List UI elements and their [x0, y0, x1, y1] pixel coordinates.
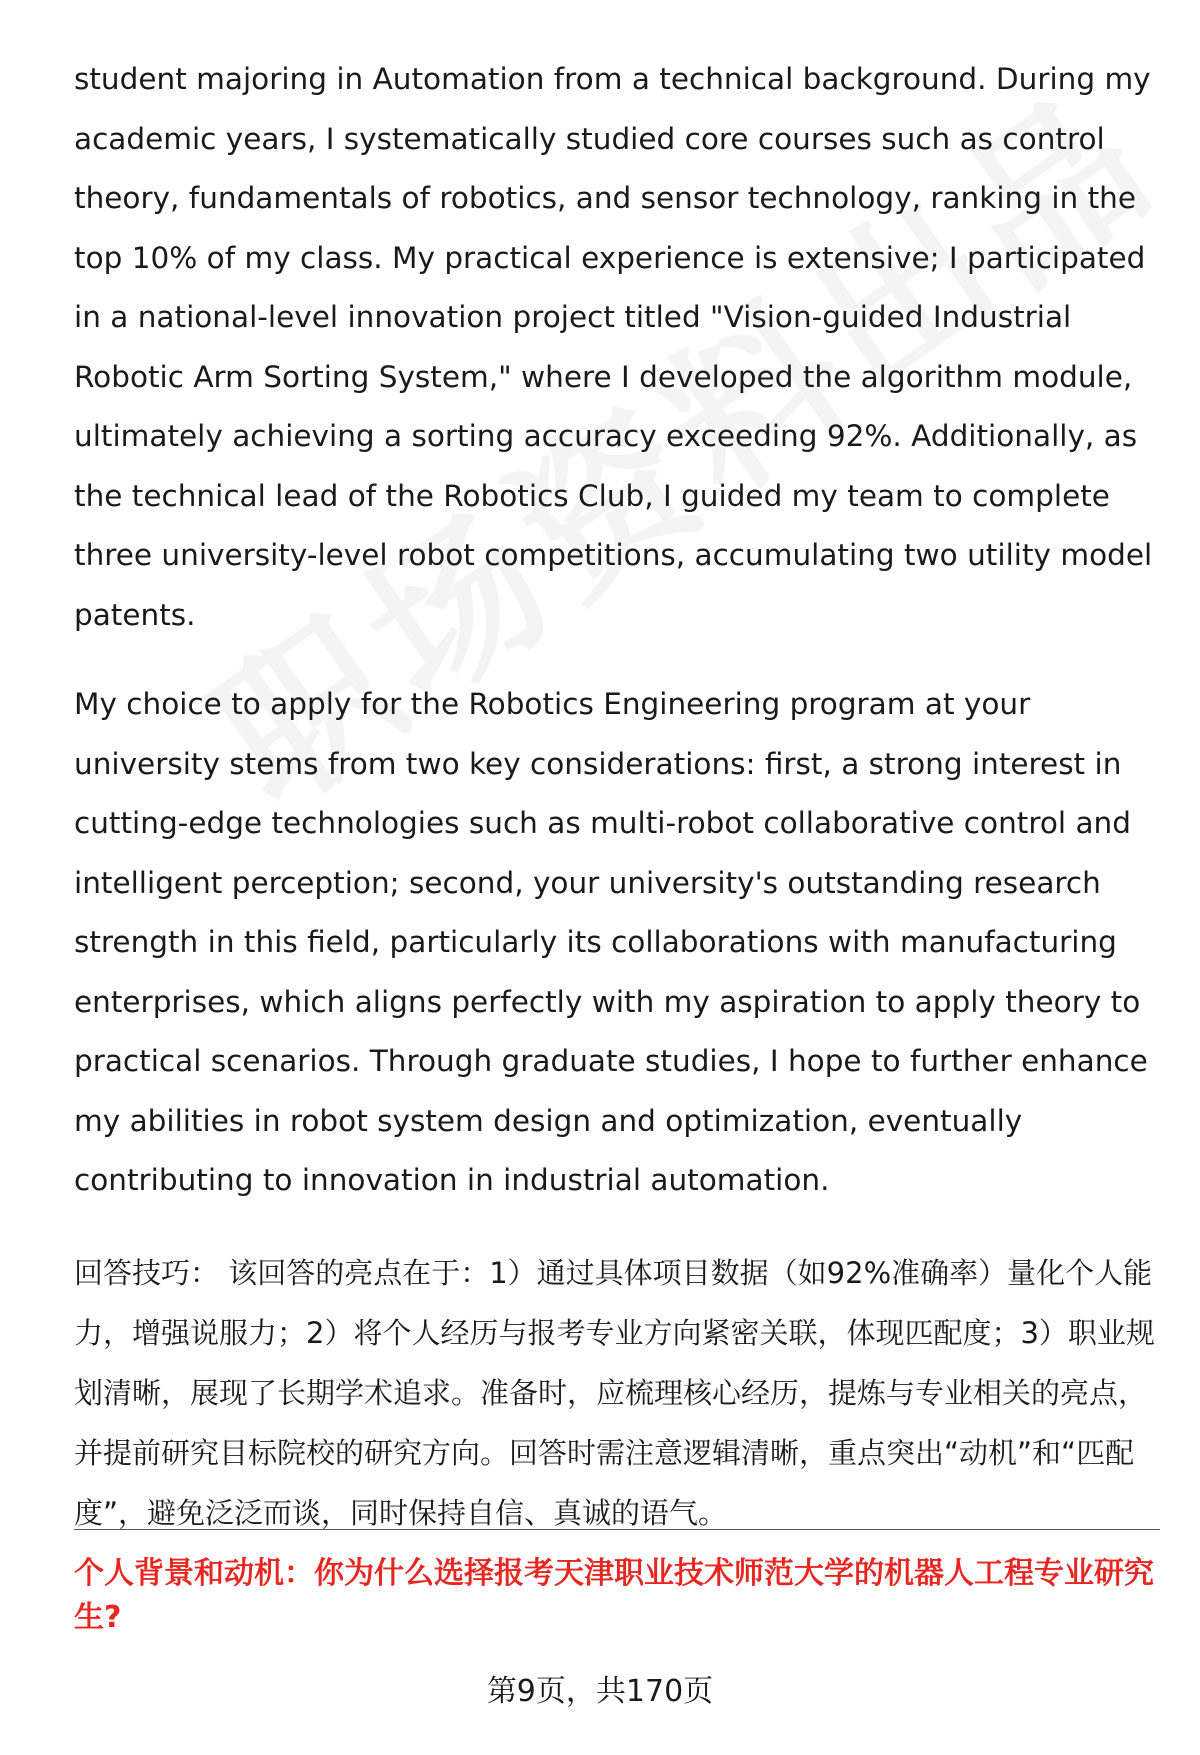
- question-heading: 个人背景和动机：你为什么选择报考天津职业技术师范大学的机器人工程专业研究生?: [74, 1556, 1154, 1635]
- section-divider: [74, 1529, 1160, 1530]
- answer-tips: 回答技巧： 该回答的亮点在于：1）通过具体项目数据（如92%准确率）量化个人能力，增强说服力；2）将个人经历与报考专业方向紧密关联，体现匹配度；3）职业规划清晰，展现了长期学术追求。准备时，应梳理核心经历，提炼与专业相关的亮点，并提前研究目标院校的研究方向。回答时需注意逻辑清晰，重点突出“动机”和“匹配度”，避免泛泛而谈，同时保持自信、真诚的语气。: [74, 1255, 1155, 1530]
- document-body: [74, 50, 1160, 1543]
- page-number: 第9页，共170页: [486, 1674, 714, 1709]
- body-paragraph-2: My choice to apply for the Robotics Engineering program at your university stems from two key considerations: first, a strong interest in cutting-edge technologies such as multi-robot collaborative control and intelligent perception; second, your university's outstanding research strength in this field, particularly its collaborations with manufacturing enterprises, which aligns perfectly with my aspiration to apply theory to practical scenarios. Through graduate studies, I hope to further enhance my abilities in robot system design and optimization, eventually contributing to innovation in industrial automation.: [74, 687, 1148, 1197]
- body-paragraph-1: student majoring in Automation from a technical background. During my academic years, I systematically studied core courses such as control theory, fundamentals of robotics, and sensor technology, ranking in the top 10% of my class. My practical experience is extensive; I participated in a national-level innovation project titled "Vision-guided Industrial Robotic Arm Sorting System," where I developed the algorithm module, ultimately achieving a sorting accuracy exceeding 92%. Additionally, as the technical lead of the Robotics Club, I guided my team to complete three university-level robot competitions, accumulating two utility model patents.: [74, 62, 1153, 632]
